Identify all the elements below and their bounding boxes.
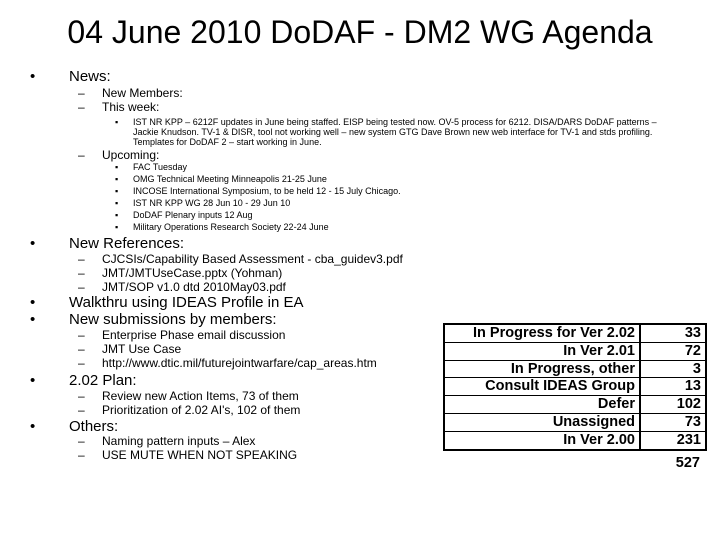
table-row xyxy=(445,378,705,396)
dash: – xyxy=(78,280,85,294)
table-row-value: 33 xyxy=(684,325,701,341)
table-row xyxy=(445,343,705,361)
dash: – xyxy=(78,86,85,100)
plan-label: 2.02 Plan: xyxy=(69,372,137,389)
dash: – xyxy=(78,252,85,266)
dash: – xyxy=(78,389,85,403)
submissions-label: New submissions by members: xyxy=(69,311,277,328)
table-row-label: Defer xyxy=(445,396,641,413)
upcoming-label: Upcoming: xyxy=(102,148,160,162)
others-label: Others: xyxy=(69,418,119,435)
submission-entry-text: JMT Use Case xyxy=(102,342,182,356)
this-week-detail-text: IST NR KPP – 6212F updates in June being staffed. EISP being tested now. OV-5 process for 6212. DISA/DARS DoDAF patterns – Jackie Knudson. TV-1 & DISR, tool not working well – new system GTG Dave Brown new web interface for TV-1 and stds profiling. Templates for DoDAF 2 – start working in June. xyxy=(133,117,657,147)
reference-entry-text: CJCSIs/Capability Based Assessment - cba_guidev3.pdf xyxy=(102,252,403,266)
submission-entry-text: Enterprise Phase email discussion xyxy=(102,328,286,342)
upcoming-entry-text: FAC Tuesday xyxy=(133,162,188,172)
upcoming-entry-text: DoDAF Plenary inputs 12 Aug xyxy=(133,210,253,220)
bullet: • xyxy=(30,235,36,252)
upcoming-entry-text: Military Operations Research Society 22-24 June xyxy=(133,222,329,232)
table-row-label: Unassigned xyxy=(445,414,641,431)
table-row xyxy=(445,414,705,432)
plan-entry-text: Prioritization of 2.02 AI's, 102 of them xyxy=(102,403,301,417)
table-row-value: 73 xyxy=(684,413,701,430)
table-row xyxy=(445,361,705,379)
upcoming-entry-text: INCOSE International Symposium, to be held 12 - 15 July Chicago. xyxy=(133,186,401,196)
dash: – xyxy=(78,356,85,370)
bullet: • xyxy=(30,294,36,311)
dash: – xyxy=(78,100,85,114)
reference-entry-text: JMT/JMTUseCase.pptx (Yohman) xyxy=(102,266,283,280)
dash: – xyxy=(78,342,85,356)
dash: – xyxy=(78,434,85,448)
table-row-label: In Progress, other xyxy=(445,361,641,378)
table-row xyxy=(445,432,705,449)
table-row-value: 102 xyxy=(676,396,701,413)
page-title: 04 June 2010 DoDAF - DM2 WG Agenda xyxy=(67,14,653,50)
table-row-label: Consult IDEAS Group xyxy=(445,378,641,395)
square-bullet: ▪ xyxy=(115,162,119,172)
submission-link[interactable]: http://www.dtic.mil/futurejointwarfare/cap_areas.htm xyxy=(102,356,377,370)
upcoming-entry-text: IST NR KPP WG 28 Jun 10 - 29 Jun 10 xyxy=(133,198,291,208)
bullet: • xyxy=(30,68,36,85)
reference-entry-text: JMT/SOP v1.0 dtd 2010May03.pdf xyxy=(102,280,286,294)
bullet: • xyxy=(30,311,36,328)
dash: – xyxy=(78,266,85,280)
bullet: • xyxy=(30,418,36,435)
dash: – xyxy=(78,328,85,342)
new-members-label: New Members: xyxy=(102,86,183,100)
square-bullet: ▪ xyxy=(115,210,119,220)
others-entry-text: USE MUTE WHEN NOT SPEAKING xyxy=(102,448,298,462)
table-row-value: 231 xyxy=(676,431,701,448)
dash: – xyxy=(78,148,85,162)
table-row-value: 3 xyxy=(692,360,701,377)
plan-entry-text: Review new Action Items, 73 of them xyxy=(102,389,299,403)
table-total: 527 xyxy=(675,455,700,471)
table-row-label: In Ver 2.00 xyxy=(445,432,641,449)
table-row-label: In Progress for Ver 2.02 xyxy=(445,325,641,342)
walkthru-label: Walkthru using IDEAS Profile in EA xyxy=(69,294,304,311)
table-row xyxy=(445,396,705,414)
bullet: • xyxy=(30,372,36,389)
square-bullet: ▪ xyxy=(115,186,119,196)
upcoming-entry-text: OMG Technical Meeting Minneapolis 21-25 June xyxy=(133,174,327,184)
this-week-detail xyxy=(115,117,683,147)
table-row-value: 72 xyxy=(684,342,701,359)
status-table xyxy=(443,323,707,451)
table-row xyxy=(445,325,705,343)
this-week-label: This week: xyxy=(102,100,160,114)
news-label: News: xyxy=(69,68,111,85)
dash: – xyxy=(78,448,85,462)
table-row-value: 13 xyxy=(684,378,701,395)
square-bullet: ▪ xyxy=(115,117,119,127)
table-row-label: In Ver 2.01 xyxy=(445,343,641,360)
others-entry-text: Naming pattern inputs – Alex xyxy=(102,434,256,448)
square-bullet: ▪ xyxy=(115,198,119,208)
references-label: New References: xyxy=(69,235,185,252)
square-bullet: ▪ xyxy=(115,222,119,232)
square-bullet: ▪ xyxy=(115,174,119,184)
dash: – xyxy=(78,403,85,417)
